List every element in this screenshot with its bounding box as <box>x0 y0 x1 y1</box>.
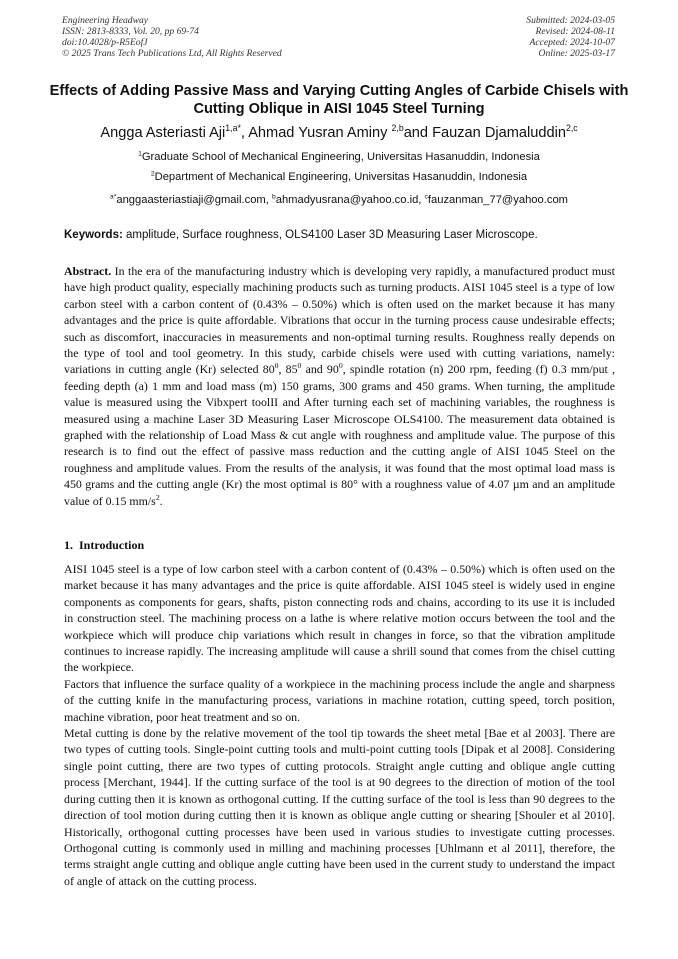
abstract-text: , 85 <box>278 362 298 377</box>
affiliation-text: Department of Mechanical Engineering, Universitas Hasanuddin, Indonesia <box>154 171 528 183</box>
section-heading-introduction <box>64 538 144 553</box>
author-affiliation-mark: 2,c <box>565 123 578 134</box>
degree-mark: 0 <box>274 361 279 371</box>
author-name: Angga Asteriasti Aji <box>100 125 226 141</box>
journal-info <box>62 15 282 59</box>
journal-doi: doi:10.4028/p-R5EofJ <box>62 37 148 48</box>
email-address: fauzanman_77@yahoo.com <box>427 194 568 206</box>
date-accepted: Accepted: 2024-10-07 <box>529 37 615 48</box>
email-address: anggaasteriastiaji@gmail.com, <box>116 194 272 206</box>
body-paragraph: AISI 1045 steel is a type of low carbon steel with a carbon content of (0.43% – 0.50%) which is often used on the market because it has many advantages and the price is quite affordable. AISI 1045 steel is widely used in engine components as components for gears, shafts, piston connecting rods and chains, according to its use it is included in construction steel. The machining process on a lathe is where relative motion occurs between the tool and the workpiece which will produce chip variations which result in changes in force, so that the vibration amplitude continues to increase rapidly. The increasing amplitude will cause a shrill sound that comes from the chisel cutting the workpiece. <box>64 562 615 675</box>
paper-title: Effects of Adding Passive Mass and Varying Cutting Angles of Carbide Chisels with Cutting Oblique in AISI 1045 Steel Turning <box>49 83 629 117</box>
author-separator: , <box>240 125 249 141</box>
affiliation-mark: 2 <box>150 170 155 178</box>
abstract-text: , spindle rotation (n) 200 rpm, feeding (f) 0.3 mm/put , feeding depth (a) 1 mm and load mass (m) 150 grams, 300 grams and 450 grams. When turning, the amplitude value is measured using the Vibxpert toolII and After turning each set of machining variables, the roughness is measured using a machine Laser 3D Measuring Laser Microscope OLS4100. The measurement data obtained is graphed with the relationship of Load Mass & cut angle with roughness and amplitude value. The purpose of this research is to find out the effect of passive mass reduction and the cutting angle of AISI 1045 Steel on the roughness and amplitude values. From the results of the analysis, it was found that the most optimal load mass is 450 grams and the cutting angle (Kr) the most optimal is 80° with a roughness value of 4.07 µm and an amplitude value of 0.15 mm/s <box>64 362 615 508</box>
email-address: ahmadyusrana@yahoo.co.id, <box>275 194 425 206</box>
section-number: 1. <box>64 538 73 552</box>
abstract-text: In the era of the manufacturing industry which is developing very rapidly, a manufactured product must have high product quality, especially machining products such as turning products. AISI 1045 steel is a type of low carbon steel with a carbon content of (0.43% – 0.50%) which is often used on the market because it has many advantages and the price is quite affordable. Vibrations that occur in the turning process cause undesirable effects; such as discomfort, inaccuracies in measurements and non-optimal turning results. Roughness really depends on the type of tool and tool geometry. In this study, carbide chisels were used with cutting variations, namely: variations in cutting angle (Kr) selected 80 <box>64 264 615 377</box>
date-submitted: Submitted: 2024-03-05 <box>526 15 615 26</box>
author-name: and Fauzan Djamaluddin <box>403 125 566 141</box>
abstract-text: and 90 <box>301 362 339 377</box>
email-mark: a* <box>109 193 117 201</box>
date-online: Online: 2025-03-17 <box>538 48 615 59</box>
body-paragraph: Factors that influence the surface quality of a workpiece in the machining process include the angle and sharpness of the cutting knife in the manufacturing process, variations in machine rotation, cutting speed, torch position, machine vibration, poor heat treatment and so on. <box>64 676 615 724</box>
unit-exponent: 2 <box>155 492 160 502</box>
degree-mark: 0 <box>338 361 343 371</box>
affiliation-mark: 1 <box>138 150 142 158</box>
degree-mark: 0 <box>297 361 302 371</box>
abstract <box>64 263 615 509</box>
journal-copyright: © 2025 Trans Tech Publications Ltd, All Rights Reserved <box>62 48 282 59</box>
author-affiliation-mark: 2,b <box>391 123 404 134</box>
publication-dates <box>526 15 615 59</box>
abstract-paragraph <box>64 263 615 509</box>
author-list <box>40 124 638 142</box>
keywords <box>64 228 616 243</box>
journal-issn: ISSN: 2813-8333, Vol. 20, pp 69-74 <box>62 26 199 37</box>
body-paragraph: Metal cutting is done by the relative movement of the tool tip towards the sheet metal [Bae et al 2003]. There are two types of cutting tools. Single-point cutting tools and multi-point cutting tools [Dipak et al 2008]. Considering single point cutting, there are two types of cutting protocols. Straight angle cutting and oblique angle cutting process [Merchant, 1944]. If the cutting surface of the tool is at 90 degrees to the direction of motion of the tool during cutting then it is known as orthogonal cutting. If the cutting surface of the tool is less than 90 degrees to the direction of tool motion during cutting then it is known as oblique angle cutting or shearing [Shouler et al 2010]. Historically, orthogonal cutting processes have been used in various studies to investigate cutting processes. Orthogonal cutting is commonly used in milling and machining processes [Uhlmann et al 2011], therefore, the terms straight angle cutting and oblique angle cutting have been used in the current study to understand the impact of angle of attack on the cutting process. <box>64 726 615 888</box>
author-affiliation-mark: 1,a* <box>225 123 241 134</box>
affiliation-text: Graduate School of Mechanical Engineering, Universitas Hasanuddin, Indonesia <box>141 151 540 163</box>
introduction-body <box>64 561 615 889</box>
date-revised: Revised: 2024-08-11 <box>535 26 615 37</box>
author-name: Ahmad Yusran Aminy <box>248 125 392 141</box>
keywords-label: Keywords: <box>64 229 123 241</box>
email-mark: c <box>424 193 428 201</box>
abstract-label: Abstract. <box>64 264 112 278</box>
keywords-text: amplitude, Surface roughness, OLS4100 Laser 3D Measuring Laser Microscope. <box>122 229 538 241</box>
section-title: Introduction <box>79 538 145 552</box>
email-mark: b <box>271 193 276 201</box>
affiliation <box>40 150 638 164</box>
abstract-text: . <box>159 493 163 508</box>
journal-name: Engineering Headway <box>62 15 149 26</box>
author-emails <box>40 193 638 207</box>
affiliation <box>40 170 638 184</box>
